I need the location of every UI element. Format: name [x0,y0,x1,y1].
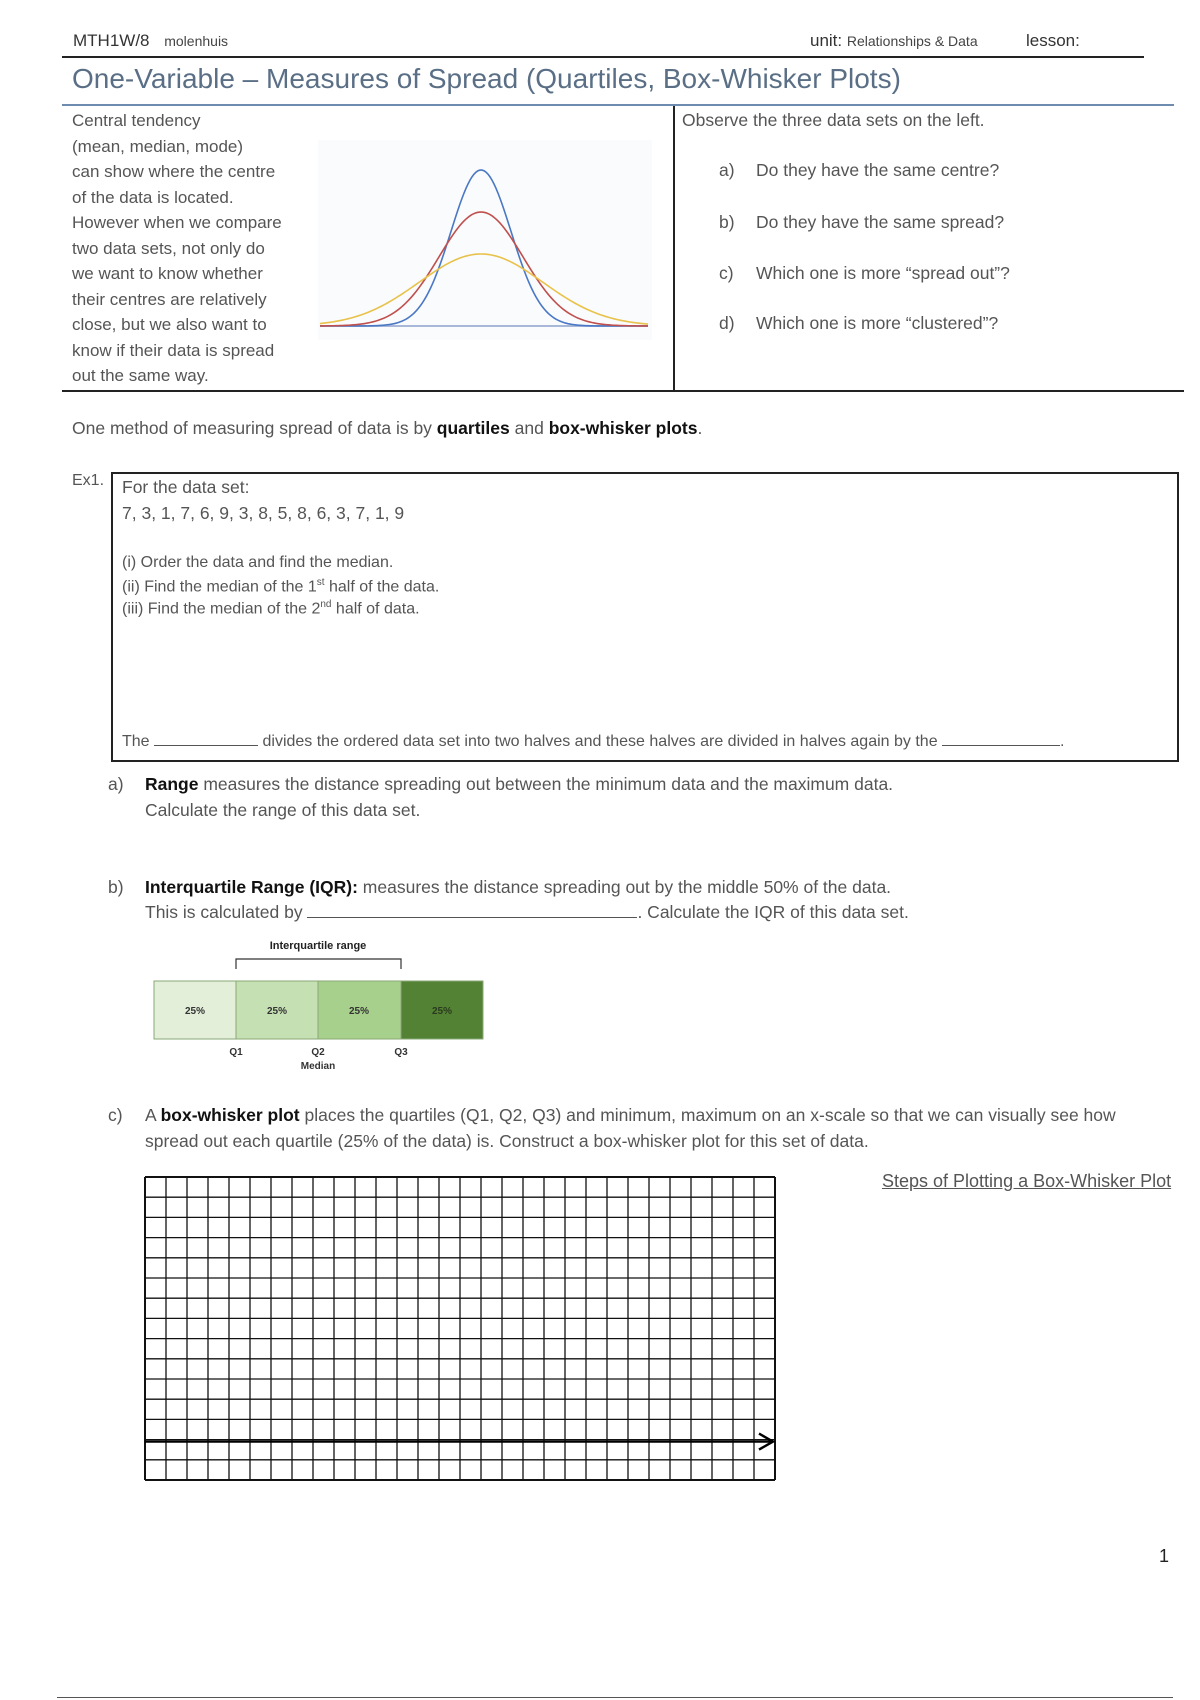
plot-grid[interactable] [144,1176,778,1486]
segment-label: 25% [184,1006,206,1017]
bell-curves-figure [318,140,652,340]
course-code: MTH1W/8 molenhuis [73,31,229,50]
header-rule [62,56,1144,58]
part-a-text: Range measures the distance spreading out between the minimum data and the maximum data. [145,774,894,794]
iqr-bracket [236,959,401,969]
keyword-box-whisker-plot: box-whisker plot [160,1105,300,1125]
question-text: Do they have the same spread? [756,212,1005,232]
page-number: 1 [1159,1546,1170,1566]
intro-bottom-rule [62,390,1184,392]
intro-line: close, but we also want to [72,315,267,334]
part-c-letter: c) [108,1105,123,1125]
intro-line: of the data is located. [72,187,234,207]
iqr-diagram [148,935,498,1075]
example-heading: For the data set: [122,477,250,497]
intro-line: two data sets, not only do [72,238,265,258]
part-c-text: A box-whisker plot places the quartiles (Q1, Q2, Q3) and minimum, maximum on an x-scale so that we can visually see how [145,1105,1116,1125]
teacher-name: molenhuis [164,33,229,49]
question-letter: a) [719,160,735,180]
intro-line: out the same way. [72,366,209,385]
intro-line: can show where the centre [72,162,276,181]
example-task: (iii) Find the median of the 2nd half of data. [122,599,420,618]
q1-label: Q1 [229,1047,243,1058]
steps-heading: Steps of Plotting a Box-Whisker Plot [882,1171,1172,1191]
example-task: (ii) Find the median of the 1st half of the data. [122,577,440,596]
method-sentence: One method of measuring spread of data is by quartiles and box-whisker plots. [72,418,703,438]
blank-median[interactable] [154,745,258,746]
footer-rule [57,1697,1173,1698]
example-task: (i) Order the data and find the median. [122,554,394,571]
question-letter: c) [719,263,734,283]
intro-line: their centres are relatively [72,289,267,309]
part-a-line2: Calculate the range of this data set. [145,800,421,820]
intro-text [72,108,312,389]
intro-line: know if their data is spread [72,340,275,360]
observe-prompt: Observe the three data sets on the left. [682,110,985,130]
part-b-letter: b) [108,877,124,897]
question-letter: b) [719,212,735,232]
intro-line: (mean, median, mode) [72,136,244,156]
segment-label: 25% [431,1006,453,1017]
fill-in-sentence: The divides the ordered data set into two halves and these halves are divided in halves again by the . [122,733,1065,750]
intro-line: we want to know whether [72,264,263,283]
blank-quartiles[interactable] [942,745,1060,746]
keyword-box-whisker: box-whisker plots [548,418,698,438]
segment-label: 25% [348,1006,370,1017]
example-data: 7, 3, 1, 7, 6, 9, 3, 8, 5, 8, 6, 3, 7, 1, 9 [122,503,405,523]
q2-label: Q2 [311,1047,325,1058]
unit-name: Relationships & Data [846,33,978,49]
q3-label: Q3 [394,1047,408,1058]
keyword-range: Range [145,774,199,794]
question-text: Do they have the same centre? [756,160,1000,180]
question-letter: d) [719,313,735,333]
question-text: Which one is more “clustered”? [756,313,999,333]
unit-label: unit: [810,31,843,50]
part-c-line2: spread out each quartile (25% of the data) is. Construct a box-whisker plot for this set of data. [145,1131,869,1151]
lesson-label: lesson: [1026,31,1080,50]
example-label: Ex1. [72,472,105,489]
section-divider [673,106,675,392]
iqr-diagram-title: Interquartile range [269,940,367,952]
keyword-quartiles: quartiles [436,418,510,438]
figure-background [318,140,652,340]
part-a-letter: a) [108,774,124,794]
title-rule [62,104,1174,106]
intro-line: Central tendency [72,111,201,130]
median-label: Median [300,1061,336,1072]
blank-iqr-formula[interactable] [307,917,637,918]
unit-info [810,31,978,51]
part-b-line2: This is calculated by . Calculate the IQR of this data set. [145,902,909,922]
keyword-iqr: Interquartile Range (IQR): [145,877,358,897]
page-title: One-Variable – Measures of Spread (Quartiles, Box-Whisker Plots) [72,63,901,94]
intro-line: However when we compare [72,213,282,232]
question-text: Which one is more “spread out”? [756,263,1010,283]
segment-label: 25% [266,1006,288,1017]
part-b-text: Interquartile Range (IQR): measures the distance spreading out by the middle 50% of the data. [145,877,892,897]
